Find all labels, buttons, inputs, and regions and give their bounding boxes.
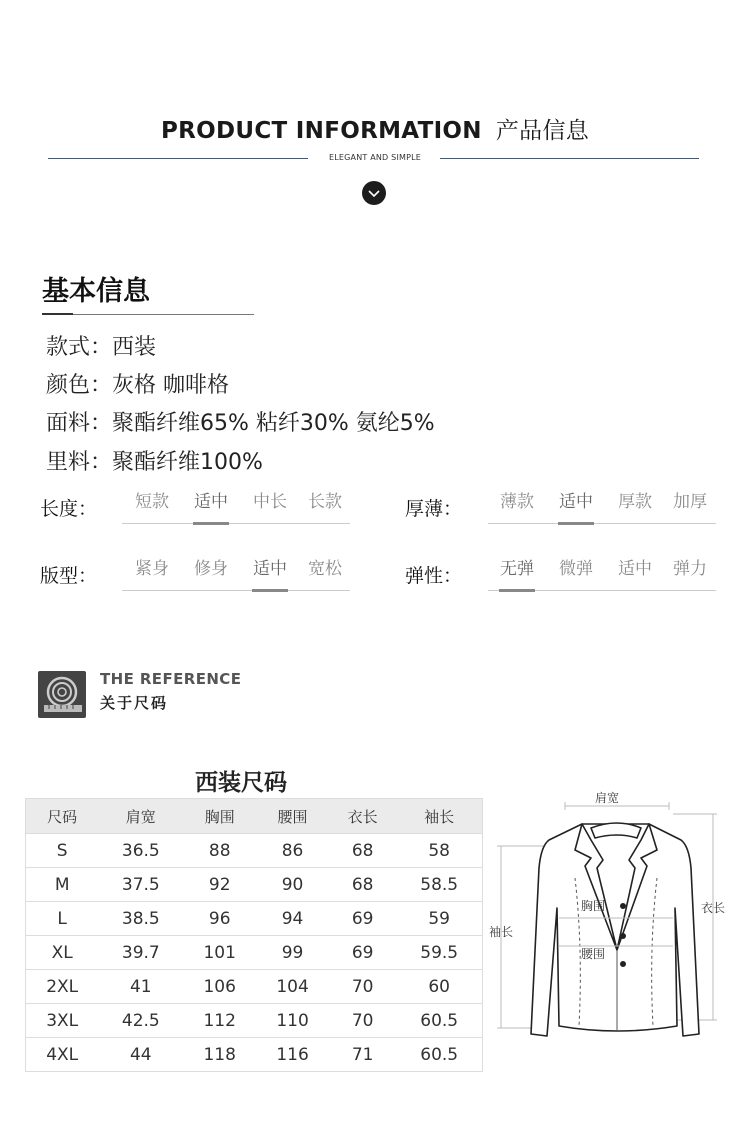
table-row <box>26 936 483 970</box>
cell: 59 <box>396 902 482 936</box>
option-tight: 紧身 <box>135 559 169 579</box>
info-row-fabric: 面料：聚酯纤维65% 粘纤30% 氨纶5% <box>46 411 435 436</box>
label-length: 衣长 <box>700 901 726 915</box>
section-underline-accent <box>42 313 73 315</box>
cell: L <box>26 902 99 936</box>
cell: 104 <box>256 970 329 1004</box>
cell: 116 <box>256 1038 329 1072</box>
cell: 94 <box>256 902 329 936</box>
cell: 39.7 <box>98 936 183 970</box>
page-subtitle: ELEGANT AND SIMPLE <box>328 153 422 162</box>
option-slight-stretch: 微弹 <box>559 559 593 579</box>
cell: 69 <box>329 902 396 936</box>
label-chest: 胸围 <box>580 899 606 913</box>
cell: 118 <box>183 1038 256 1072</box>
option-no-stretch-selected: 无弹 <box>488 554 546 590</box>
cell: 60.5 <box>396 1004 482 1038</box>
jacket-size-diagram <box>487 788 741 1053</box>
attr-label-length: 长度： <box>40 498 98 520</box>
table-row <box>26 1004 483 1038</box>
option-long: 长款 <box>308 492 342 512</box>
cell: 110 <box>256 1004 329 1038</box>
cell: 41 <box>98 970 183 1004</box>
header-length: 衣长 <box>329 799 396 834</box>
cell: 58 <box>396 834 482 868</box>
info-row-lining: 里料：聚酯纤维100% <box>46 450 263 475</box>
cell: 106 <box>183 970 256 1004</box>
attr-options-thickness <box>488 487 716 524</box>
option-medium-selected: 适中 <box>546 487 606 523</box>
cell: 92 <box>183 868 256 902</box>
option-slim: 修身 <box>194 559 228 579</box>
cell: 90 <box>256 868 329 902</box>
tape-measure-icon <box>38 671 86 718</box>
cell: 36.5 <box>98 834 183 868</box>
table-row <box>26 970 483 1004</box>
chevron-down-icon <box>362 181 386 205</box>
attr-label-stretch: 弹性： <box>405 565 463 587</box>
attr-label-fit: 版型： <box>40 565 98 587</box>
header-size: 尺码 <box>26 799 99 834</box>
attr-options-stretch <box>488 554 716 591</box>
option-medium-stretch: 适中 <box>618 559 652 579</box>
reference-title-en: THE REFERENCE <box>100 670 242 688</box>
info-row-style: 款式：西装 <box>46 335 157 360</box>
cell: 88 <box>183 834 256 868</box>
cell: 101 <box>183 936 256 970</box>
table-row <box>26 1038 483 1072</box>
cell: 112 <box>183 1004 256 1038</box>
page-title <box>0 112 750 145</box>
header-shoulder: 肩宽 <box>98 799 183 834</box>
cell: 38.5 <box>98 902 183 936</box>
label-sleeve: 袖长 <box>488 925 514 939</box>
section-title-basic-info: 基本信息 <box>42 276 150 307</box>
attr-options-length <box>122 487 350 524</box>
title-cn: 产品信息 <box>495 118 590 144</box>
cell: 2XL <box>26 970 99 1004</box>
cell: 68 <box>329 868 396 902</box>
cell: 4XL <box>26 1038 99 1072</box>
cell: 68 <box>329 834 396 868</box>
attr-label-thickness: 厚薄： <box>405 498 463 520</box>
table-row <box>26 834 483 868</box>
cell: 60 <box>396 970 482 1004</box>
option-mid-long: 中长 <box>253 492 287 512</box>
cell: 59.5 <box>396 936 482 970</box>
cell: 70 <box>329 970 396 1004</box>
cell: 37.5 <box>98 868 183 902</box>
header-waist: 腰围 <box>256 799 329 834</box>
header-sleeve: 袖长 <box>396 799 482 834</box>
table-row <box>26 902 483 936</box>
cell: 86 <box>256 834 329 868</box>
option-regular-selected: 适中 <box>240 554 300 590</box>
title-en: PRODUCT INFORMATION <box>160 118 482 144</box>
cell: XL <box>26 936 99 970</box>
info-row-color: 颜色：灰格 咖啡格 <box>46 373 229 398</box>
label-waist: 腰围 <box>580 947 606 961</box>
label-shoulder: 肩宽 <box>594 791 620 805</box>
cell: 70 <box>329 1004 396 1038</box>
cell: 60.5 <box>396 1038 482 1072</box>
option-extra-thick: 加厚 <box>673 492 707 512</box>
option-elastic: 弹力 <box>673 559 707 579</box>
cell: 69 <box>329 936 396 970</box>
size-table <box>25 798 483 1072</box>
cell: 42.5 <box>98 1004 183 1038</box>
attr-options-fit <box>122 554 350 591</box>
cell: 96 <box>183 902 256 936</box>
reference-title-cn: 关于尺码 <box>100 694 169 712</box>
section-underline <box>73 314 254 315</box>
cell: 3XL <box>26 1004 99 1038</box>
cell: 58.5 <box>396 868 482 902</box>
option-thin: 薄款 <box>500 492 534 512</box>
cell: 71 <box>329 1038 396 1072</box>
cell: M <box>26 868 99 902</box>
size-table-title: 西装尺码 <box>195 770 287 796</box>
option-thick: 厚款 <box>618 492 652 512</box>
cell: 44 <box>98 1038 183 1072</box>
table-header-row <box>26 799 483 834</box>
header-chest: 胸围 <box>183 799 256 834</box>
cell: 99 <box>256 936 329 970</box>
table-row <box>26 868 483 902</box>
option-short: 短款 <box>135 492 169 512</box>
cell: S <box>26 834 99 868</box>
option-medium-selected: 适中 <box>182 487 240 523</box>
option-loose: 宽松 <box>308 559 342 579</box>
